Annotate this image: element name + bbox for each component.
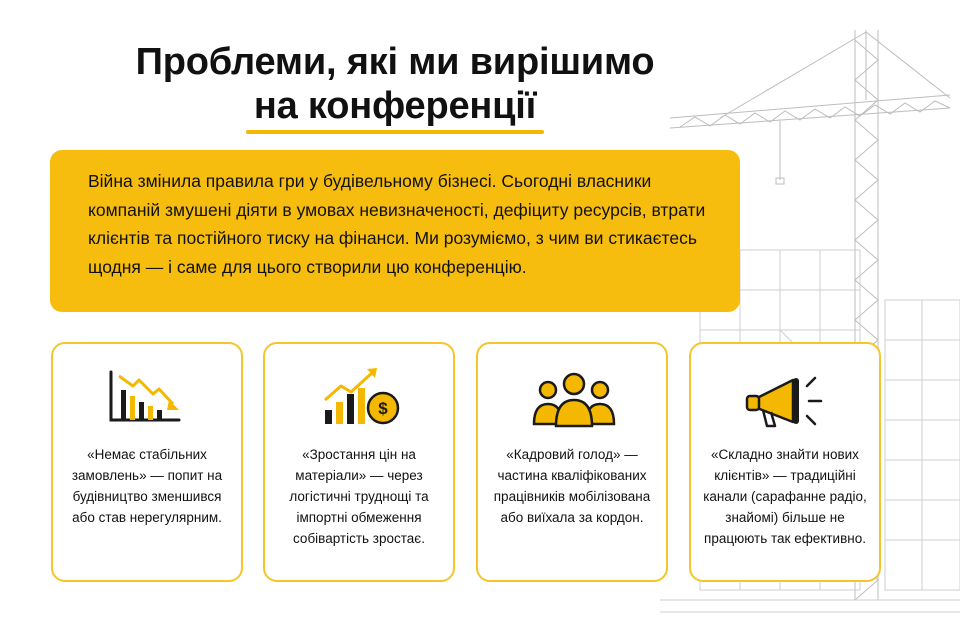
problem-text: «Немає стабільних замовлень» — попит на будівництво зменшився або став нерегулярним. bbox=[71, 447, 223, 525]
problem-card-prices bbox=[263, 342, 455, 582]
problem-card-clients bbox=[689, 342, 881, 582]
intro-text: Війна змінила правила гри у будівельному бізнесі. Сьогодні власники компаній змушені діяти в умовах невизначеності, дефіциту ресурсів, втрати клієнтів та постійного тиску на фінанси. Ми розуміємо, з чим ви стикаєтесь щодня — і саме для цього створили цю конференцію. bbox=[88, 171, 706, 277]
svg-text:$: $ bbox=[378, 399, 388, 418]
problem-text: «Складно знайти нових клієнтів» — традиційні канали (сарафанне радіо, знайомі) більше не працюють так ефективно. bbox=[703, 447, 867, 546]
problem-text: «Зростання цін на матеріали» — через логістичні труднощі та імпортні обмеження собівартість зростає. bbox=[289, 447, 429, 546]
title-underline bbox=[246, 130, 544, 134]
declining-chart-icon bbox=[99, 364, 199, 434]
problem-card-staff bbox=[476, 342, 668, 582]
problem-text: «Кадровий голод» — частина кваліфікованих працівників мобілізована або виїхала за кордон. bbox=[493, 447, 651, 525]
problem-card-orders bbox=[51, 342, 243, 582]
page-title-line-2-text: на конференції bbox=[253, 85, 537, 127]
people-group-icon bbox=[524, 364, 624, 434]
intro-panel bbox=[50, 150, 740, 312]
megaphone-icon bbox=[737, 364, 837, 434]
page-title-line-2 bbox=[0, 84, 790, 128]
page-title-highlight bbox=[246, 84, 544, 128]
rising-chart-dollar-icon bbox=[311, 364, 411, 434]
page-title-line-1: Проблеми, які ми вирішимо bbox=[135, 41, 655, 83]
